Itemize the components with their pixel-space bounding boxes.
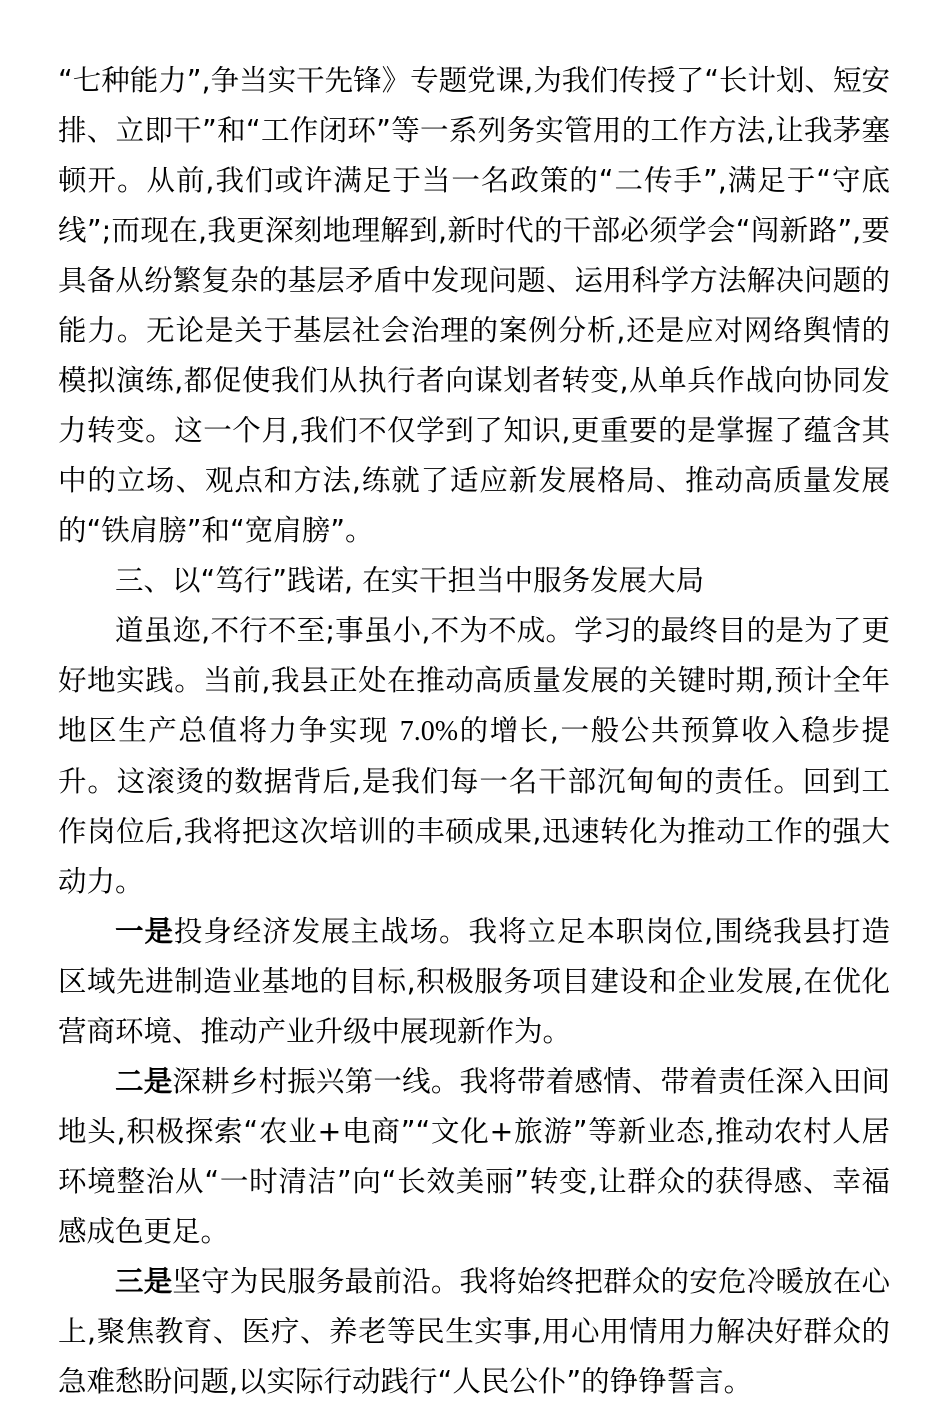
paragraph-practice [58, 606, 890, 907]
point-three-marker: 三是 [115, 1265, 173, 1298]
paragraph-point-two [58, 1057, 890, 1257]
point-three-text: 坚守为民服务最前沿。我将始终把群众的安危冷暖放在心上,聚焦教育、医疗、养老等民生实事,用心用情用力解决好群众的急难愁盼问题,以实际行动践行“人民公仆”的铮铮誓言。 [58, 1265, 890, 1398]
paragraph-point-three [58, 1257, 890, 1407]
section-heading-three: 三、以“笃行”践诺, 在实干担当中服务发展大局 [115, 564, 705, 597]
paragraph-practice-text-before: 道虽迩,不行不至;事虽小,不为不成。学习的最终目的是为了更好地实践。当前,我县正处在推动高质量发展的关键时期,预计全年地区生产总值将力争实现 [58, 614, 890, 747]
gdp-growth-target-value: 7.0% [399, 716, 459, 747]
paragraph-continued: “七种能力”,争当实干先锋》专题党课,为我们传授了“长计划、短安排、立即干”和“工作闭环”等一系列务实管用的工作方法,让我茅塞顿开。从前,我们或许满足于当一名政策的“二传手”,满足于“守底线”;而现在,我更深刻地理解到,新时代的干部必须学会“闯新路”,要具备从纷繁复杂的基层矛盾中发现问题、运用科学方法解决问题的能力。无论是关于基层社会治理的案例分析,还是应对网络舆情的模拟演练,都促使我们从执行者向谋划者转变,从单兵作战向协同发力转变。这一个月,我们不仅学到了知识,更重要的是掌握了蕴含其中的立场、观点和方法,练就了适应新发展格局、推动高质量发展的“铁肩膀”和“宽肩膀”。 [58, 64, 890, 547]
point-one-text: 投身经济发展主战场。我将立足本职岗位,围绕我县打造区域先进制造业基地的目标,积极服务项目建设和企业发展,在优化营商环境、推动产业升级中展现新作为。 [58, 915, 890, 1048]
point-two-text: 深耕乡村振兴第一线。我将带着感情、带着责任深入田间地头,积极探索“农业+电商”“文化+旅游”等新业态,推动农村人居环境整治从“一时清洁”向“长效美丽”转变,让群众的获得感、幸福感成色更足。 [58, 1065, 890, 1248]
point-one-marker: 一是 [115, 915, 174, 948]
paragraph-practice-text-after: 的增长,一般公共预算收入稳步提升。这滚烫的数据背后,是我们每一名干部沉甸甸的责任。回到工作岗位后,我将把这次培训的丰硕成果,迅速转化为推动工作的强大动力。 [58, 714, 891, 898]
document-body [58, 56, 890, 1407]
point-two-marker: 二是 [115, 1065, 173, 1098]
paragraph-point-one [58, 907, 890, 1057]
